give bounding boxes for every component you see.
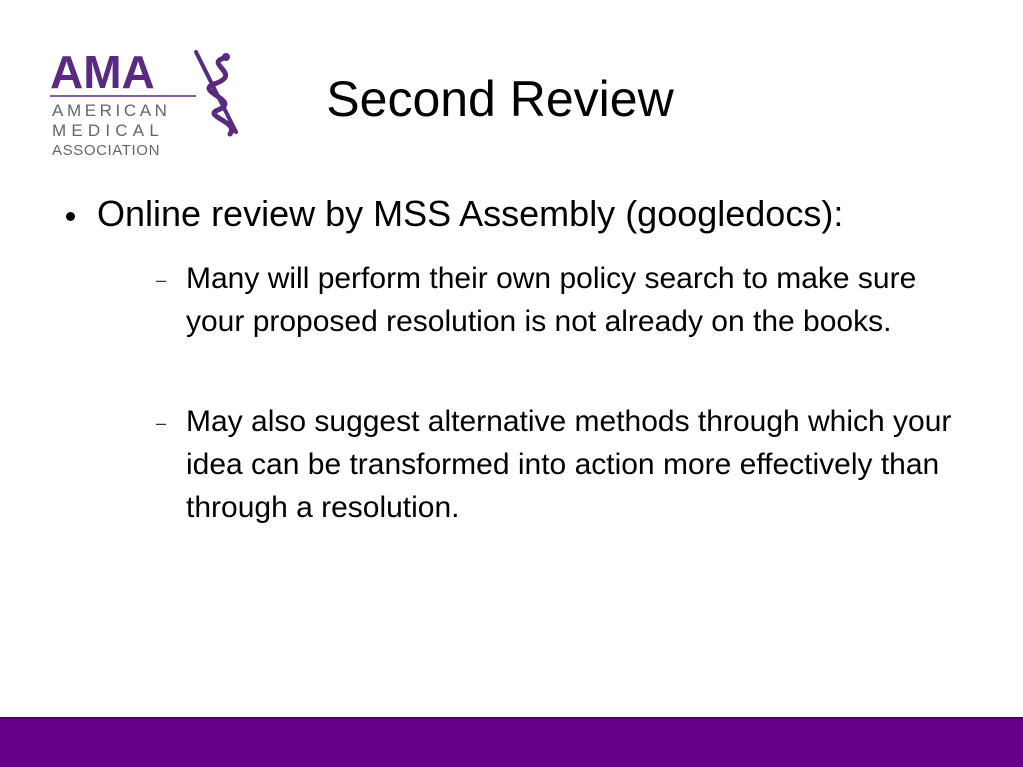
slide-title: Second Review — [326, 71, 674, 127]
ama-logo-mark: AMA — [50, 46, 155, 98]
ama-logo — [46, 44, 246, 160]
logo-line-association: ASSOCIATION — [52, 142, 161, 159]
bullet-text: Online review by MSS Assembly (googledocs): — [97, 193, 844, 234]
sub-bullet-item — [156, 400, 956, 529]
bullet-dot-icon — [66, 212, 75, 221]
logo-line-medical: MEDICAL — [52, 121, 164, 140]
dash-marker-icon: – — [156, 413, 167, 433]
dash-marker-icon: – — [156, 270, 167, 290]
sub-bullet-text: May also suggest alternative methods through which your idea can be transformed into action more effectively than through a resolution. — [186, 405, 952, 524]
sub-bullet-text: Many will perform their own policy search to make sure your proposed resolution is not already on the books. — [186, 262, 917, 338]
logo-line-american: AMERICAN — [52, 101, 171, 120]
sub-bullet-item — [156, 257, 956, 343]
ama-logo-graphic — [46, 44, 246, 160]
staff-of-asclepius-icon — [196, 52, 236, 134]
footer-bar — [0, 717, 1023, 767]
